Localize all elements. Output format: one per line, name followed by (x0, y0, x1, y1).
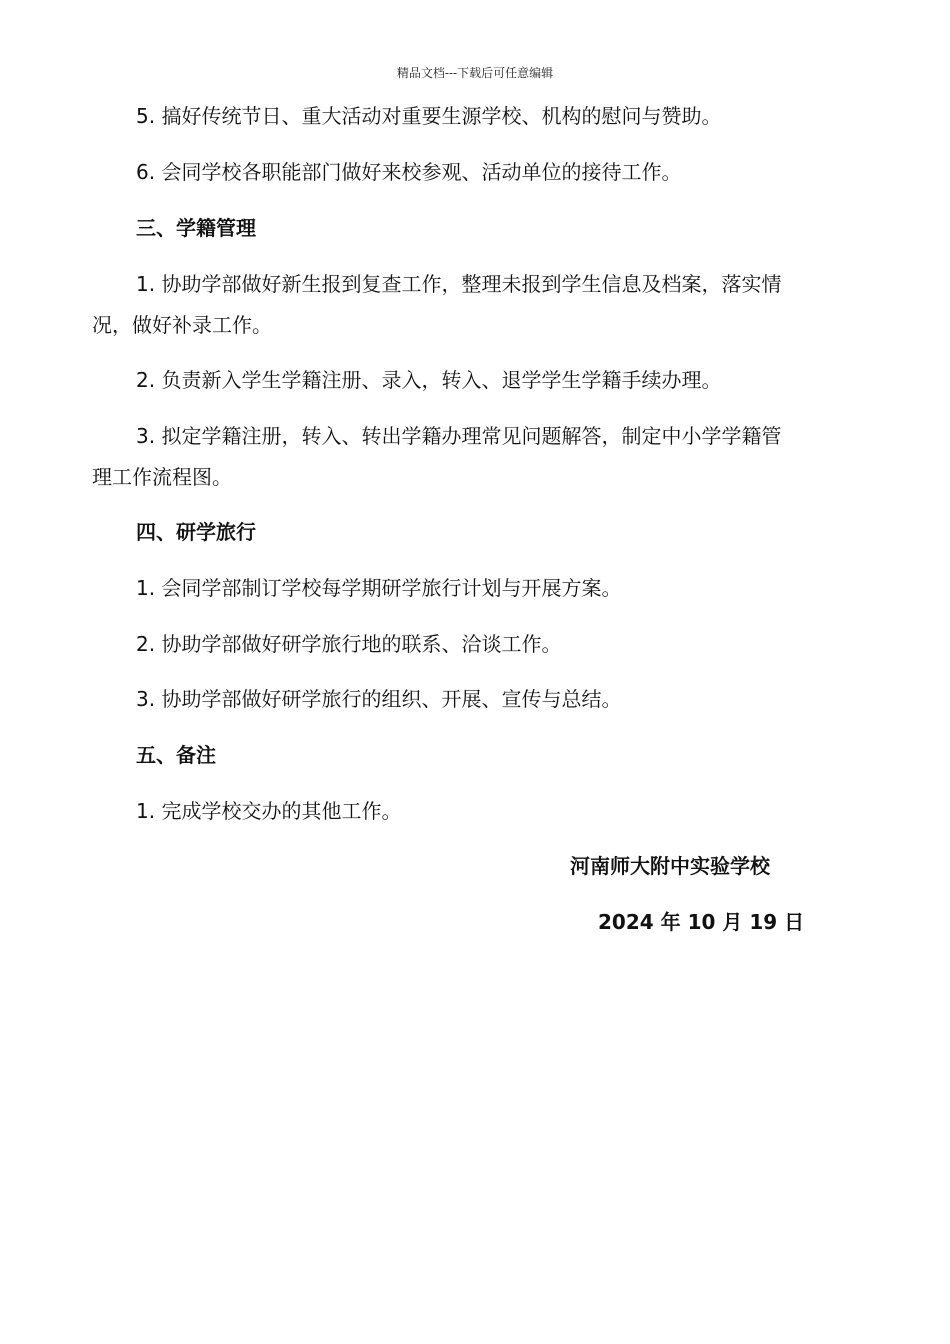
signature-date: 2024 年 10 月 19 日 (598, 910, 805, 934)
travel-item-2: 2. 协助学部做好研学旅行地的联系、洽谈工作。 (136, 632, 562, 656)
travel-item-3: 3. 协助学部做好研学旅行的组织、开展、宣传与总结。 (136, 687, 622, 711)
signature-organization: 河南师大附中实验学校 (570, 854, 770, 878)
section-heading-notes: 五、备注 (136, 743, 216, 767)
section-heading-student-records: 三、学籍管理 (136, 216, 256, 240)
travel-item-1: 1. 会同学部制订学校每学期研学旅行计划与开展方案。 (136, 576, 622, 600)
header-note: 精品文档---下载后可任意编辑 (396, 66, 554, 80)
body-item-6: 6. 会同学校各职能部门做好来校参观、活动单位的接待工作。 (136, 160, 682, 184)
notes-item-1: 1. 完成学校交办的其他工作。 (136, 799, 402, 823)
records-item-1-line-2: 况，做好补录工作。 (92, 313, 272, 337)
body-item-5: 5. 搞好传统节日、重大活动对重要生源学校、机构的慰问与赞助。 (136, 104, 722, 128)
records-item-3-line-1: 3. 拟定学籍注册，转入、转出学籍办理常见问题解答，制定中小学学籍管 (136, 424, 782, 448)
records-item-3-line-2: 理工作流程图。 (92, 465, 232, 489)
section-heading-study-travel: 四、研学旅行 (136, 520, 256, 544)
records-item-2: 2. 负责新入学生学籍注册、录入，转入、退学学生学籍手续办理。 (136, 368, 722, 392)
records-item-1-line-1: 1. 协助学部做好新生报到复查工作，整理未报到学生信息及档案，落实情 (136, 272, 782, 296)
